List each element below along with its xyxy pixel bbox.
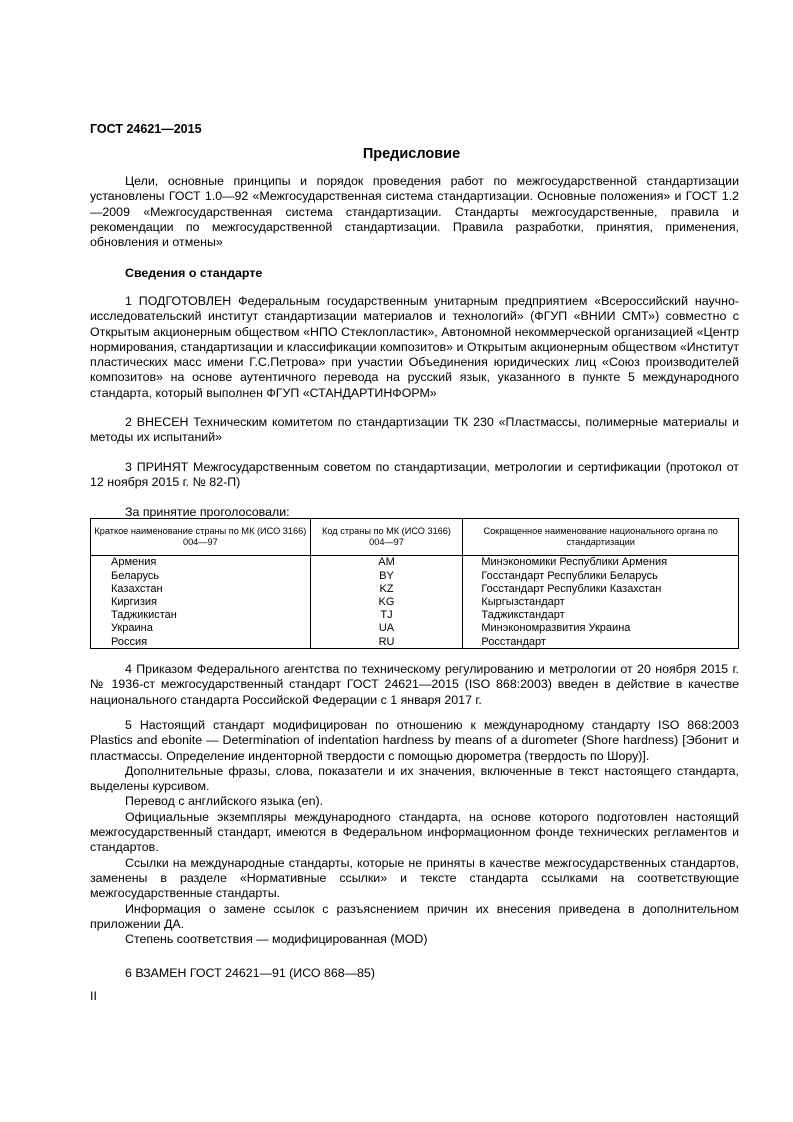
page-title: Предисловие [362,146,461,162]
code-cell: AM [310,556,463,570]
table-row [91,596,739,609]
item-5-paragraph-6: Информация о замене ссылок с разъяснением причин их внесения приведена в дополнительном приложении ДА. [90,901,739,931]
item-6-section [90,966,739,981]
info-heading: Сведения о стандарте [125,266,263,280]
intro-section [90,174,739,250]
body-cell: Минэкономики Республики Армения [463,556,739,570]
body-cell: Росстандарт [463,635,739,649]
vote-caption: За принятие проголосовали: [125,505,290,519]
item-4-section [90,662,739,708]
item-2-section [90,415,739,446]
item-5-paragraph-2: Дополнительные фразы, слова, показатели и их значения, включенные в текст настоящего стандарта, выделены курсивом. [90,763,739,794]
country-cell: Беларусь [91,569,311,582]
table-row [91,556,739,570]
header-national-body: Сокращенное наименование национального органа по стандартизации [463,519,739,556]
country-cell: Таджикистан [91,609,311,622]
body-cell: Таджикстандарт [463,609,739,622]
header-country-name: Краткое наименование страны по МК (ИСО 3166) 004—97 [91,519,311,556]
item-1-section [90,294,739,401]
body-cell: Минэкономразвития Украина [463,622,739,635]
country-cell: Россия [91,635,311,649]
item-2-paragraph: 2 ВНЕСЕН Техническим комитетом по стандартизации ТК 230 «Пластмассы, полимерные материалы и методы их испытаний» [90,415,739,445]
code-cell: KG [310,596,463,609]
table-row [91,622,739,635]
item-1-paragraph: 1 ПОДГОТОВЛЕН Федеральным государственным унитарным предприятием «Всероссийский научно-исследовательский институт стандартизации материалов и технологий» (ФГУП «ВНИИ СМТ») совместно с Открытым акционерным обществом «НПО Стеклопластик», Автономной некоммерческой организацией «Центр нормирования, стандартизации и классификации композитов» и Открытым акционерным обществом «Институт пластических масс имени Г.С.Петрова» при участии Объединения юридических лиц «Союз производителей композитов» на основе аутентичного перевода на русский язык, указанного в пункте 5 международного стандарта, который выполнен ФГУП «СТАНДАРТИНФОРМ» [90,294,739,400]
item-3-section [90,460,739,491]
intro-paragraph: Цели, основные принципы и порядок проведения работ по межгосударственной стандартизации установлены ГОСТ 1.0—92 «Межгосударственная система стандартизации. Основные положения» и ГОСТ 1.2—2009 «Межгосударственная система стандартизации. Стандарты межгосударственные, правила и рекомендации по межгосударственной стандартизации. Правила разработки, принятия, применения, обновления и отмены» [90,174,739,250]
code-cell: RU [310,635,463,649]
item-3-paragraph: 3 ПРИНЯТ Межгосударственным советом по стандартизации, метрологии и сертификации (протокол от 12 ноября 2015 г. № 82-П) [90,460,739,490]
header-country-code: Код страны по МК (ИСО 3166) 004—97 [310,519,463,556]
item-5-paragraph-3: Перевод с английского языка (en). [125,794,324,809]
table-row [91,582,739,595]
code-cell: TJ [310,609,463,622]
table-row [91,635,739,649]
country-cell: Казахстан [91,582,311,595]
item-4-paragraph: 4 Приказом Федерального агентства по техническому регулированию и метрологии от 20 ноября 2015 г. № 1936-ст межгосударственный стандарт ГОСТ 24621—2015 (ISO 868:2003) введен в действие в качестве национального стандарта Российской Федерации с 1 января 2017 г. [90,662,739,707]
country-cell: Украина [91,622,311,635]
document-code-header: ГОСТ 24621—2015 [90,122,202,136]
body-cell: Госстандарт Республики Казахстан [463,582,739,595]
country-cell: Армения [91,556,311,570]
body-cell: Госстандарт Республики Беларусь [463,569,739,582]
code-cell: KZ [310,582,463,595]
vote-table [90,518,739,649]
table-row [91,569,739,582]
vote-table-header-row [91,519,739,556]
item-5-paragraph-5: Ссылки на международные стандарты, которые не приняты в качестве межгосударственных стандартов, заменены в разделе «Нормативные ссылки» и тексте стандарта ссылками на соответствующие межгосударственные стандарты. [90,855,739,901]
body-cell: Кыргызстандарт [463,596,739,609]
item-5-paragraph-1: 5 Настоящий стандарт модифицирован по отношению к международному стандарту ISO 868:2003 Plastics and ebonite — Determination of indentation hardness by means of a durometer (Shore hardness) [Эбонит и пластмассы. Определение инденторной твердости с помощью дюрометра (твердость по Шору)]. [90,718,739,763]
country-cell: Киргизия [91,596,311,609]
item-5-paragraph-7: Степень соответствия — модифицированная (MOD) [125,932,428,947]
item-5-section [90,718,739,947]
item-6-paragraph: 6 ВЗАМЕН ГОСТ 24621—91 (ИСО 868—85) [125,966,375,980]
table-row [91,609,739,622]
code-cell: UA [310,622,463,635]
item-5-paragraph-4: Официальные экземпляры международного стандарта, на основе которого подготовлен настоящий межгосударственный стандарт, имеются в Федеральном информационном фонде технических регламентов и стандартов. [90,809,739,855]
code-cell: BY [310,569,463,582]
page-number: II [90,989,97,1003]
